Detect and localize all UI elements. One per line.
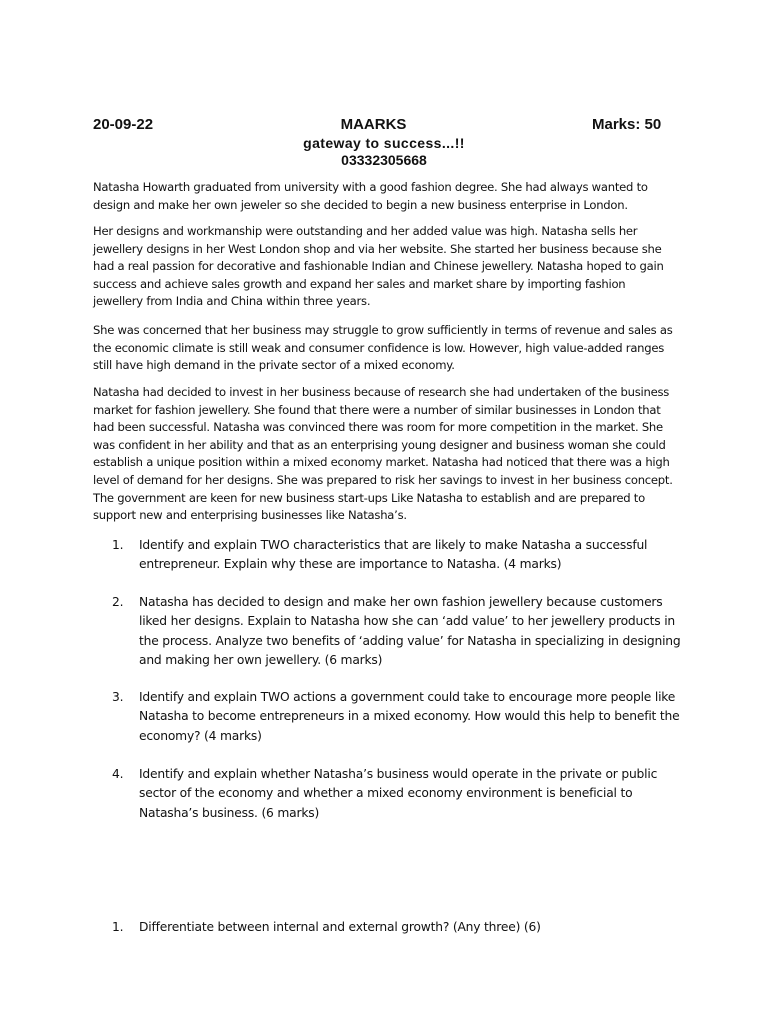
- paragraph-3: She was concerned that her business may struggle to grow sufficiently in terms of revenue and sales as the economic climate is still weak and consumer confidence is low. However, high value-added ranges still have high demand in the private sector of a mixed economy.: [93, 323, 673, 373]
- question-text: Differentiate between internal and external growth? (Any three) (6): [139, 920, 541, 934]
- tagline: gateway to success...!!: [303, 135, 465, 151]
- question-number: 4.: [112, 767, 124, 781]
- phone-number: 03332305668: [341, 152, 427, 168]
- paragraph-4: Natasha had decided to invest in her business because of research she had undertaken of the business market for fashion jewellery. She found that there were a number of similar businesses in London that had been successful. Natasha was convinced there was room for more competition in the market. She was confident in her ability and that as an enterprising young designer and business woman she could establish a unique position within a mixed economy market. Natasha had noticed that there was a high level of demand for her designs. She was prepared to risk her savings to invest in her business concept. The government are keen for new business start-ups Like Natasha to establish and are prepared to support new and enterprising businesses like Natasha’s.: [93, 385, 673, 523]
- question-item: [112, 536, 682, 575]
- paragraph-1: Natasha Howarth graduated from university with a good fashion degree. She had always wanted to design and make her own jeweler so she decided to begin a new business enterprise in London.: [93, 180, 648, 212]
- question-text: Identify and explain TWO actions a government could take to encourage more people like Natasha to become entrepreneurs in a mixed economy. How would this help to benefit the economy? (4 marks): [139, 690, 680, 743]
- question-text: Natasha has decided to design and make her own fashion jewellery because customers liked her designs. Explain to Natasha how she can ‘add value’ to her jewellery products in the process. Analyze two benefits of ‘adding value’ for Natasha in specializing in designing and making her own jewellery. (6 marks): [139, 595, 681, 667]
- question-item: [112, 593, 682, 670]
- question-text: Identify and explain TWO characteristics that are likely to make Natasha a successful entrepreneur. Explain why these are importance to Natasha. (4 marks): [139, 538, 648, 572]
- question-item: [112, 765, 682, 823]
- question-number: 3.: [112, 690, 124, 704]
- date: 20-09-22: [93, 116, 154, 133]
- question-text: Identify and explain whether Natasha’s business would operate in the private or public sector of the economy and whether a mixed economy environment is beneficial to Natasha’s business. (6 marks): [139, 767, 658, 820]
- question-number: 2.: [112, 595, 124, 609]
- institute-name: MAARKS: [340, 116, 407, 133]
- paragraph-2: Her designs and workmanship were outstanding and her added value was high. Natasha sells her jewellery designs in her West London shop and via her website. She started her business because she had a real passion for decorative and fashionable Indian and Chinese jewellery. Natasha hoped to gain success and achieve sales growth and expand her sales and market share by importing fashion jewellery from India and China within three years.: [93, 224, 664, 309]
- question-item: [112, 688, 682, 746]
- question-number: 1.: [112, 538, 124, 552]
- question-item: [112, 918, 682, 937]
- total-marks: Marks: 50: [592, 116, 662, 133]
- question-number: 1.: [112, 920, 124, 934]
